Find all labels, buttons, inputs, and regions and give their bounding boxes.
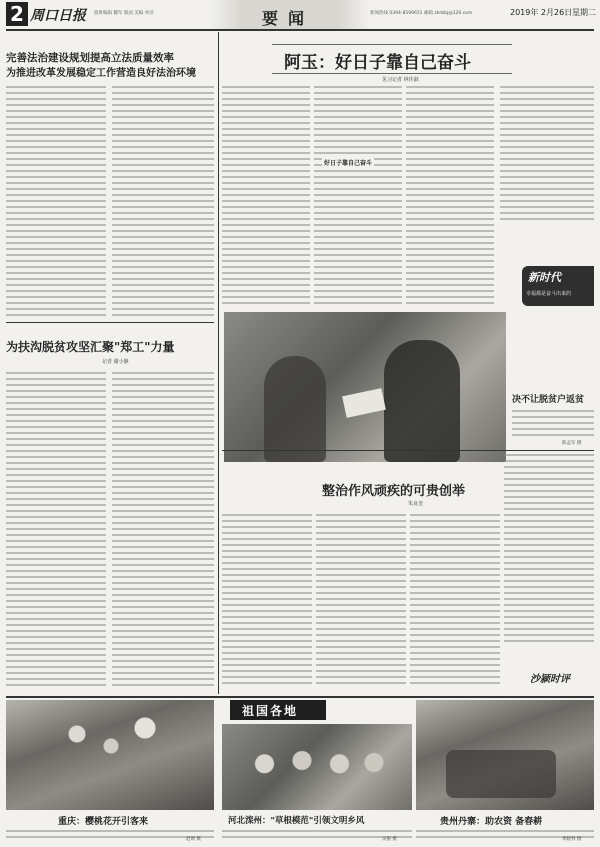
left-mid-body-col2	[112, 370, 214, 692]
bottom-mid-photo	[222, 724, 412, 810]
column-logo: 沙颍时评	[530, 674, 570, 685]
bottom-mid-story	[222, 700, 412, 847]
caption-left-body	[6, 828, 214, 840]
commentary-body-col2	[316, 512, 406, 690]
caption-left: 重庆：樱桃花开引客来	[58, 817, 149, 827]
commentary-body-col4	[504, 452, 594, 648]
feature-photo	[224, 312, 506, 462]
left-top-title-line2: 为推进改革发展稳定工作营造良好法治环境	[6, 68, 196, 79]
editor-info: 值班编辑 魏军 版面 美编 单泽	[94, 11, 154, 16]
caption-mid: 河北滦州："草根模范"引领文明乡风	[228, 816, 365, 826]
left-mid-title: 为扶沟脱贫攻坚汇聚"郑工"力量	[6, 340, 175, 354]
banner-heading: 新时代	[528, 271, 561, 284]
contact-info: 新闻热线 0394-8599651 邮箱 zkrbbj@126.com	[370, 11, 473, 16]
left-top-body-col2	[112, 84, 214, 318]
left-top-body-col1	[6, 84, 106, 318]
caption-right: 贵州丹寨：助农资 备春耕	[440, 817, 543, 827]
credit-mid: 吴振 摄	[382, 837, 397, 842]
bottom-section-title: 祖国各地	[242, 704, 299, 718]
left-mid-article	[6, 326, 214, 696]
photo-notebook	[342, 388, 386, 418]
left-mid-body-col1	[6, 370, 106, 692]
section-title: 要闻	[262, 9, 315, 28]
newspaper-logo: 周口日报	[30, 8, 86, 24]
commentary-title: 整治作风顽疾的可贵创举	[322, 484, 466, 499]
photo-group-people	[242, 744, 392, 810]
issue-weekday: 星期二	[572, 8, 596, 17]
bottom-rule	[6, 696, 594, 698]
photo-person-right	[384, 340, 460, 462]
commentary-article	[222, 452, 594, 694]
photo-machinery	[446, 750, 556, 798]
feature-subtitle: 好日子靠自己奋斗	[324, 160, 373, 167]
left-top-article	[6, 32, 214, 322]
commentary-body-col1	[222, 512, 312, 690]
feature-body-col3	[406, 84, 494, 306]
page-number: 2	[6, 2, 28, 26]
bottom-right-photo	[416, 700, 594, 810]
bottom-left-story	[6, 700, 214, 847]
feature-article	[222, 32, 594, 446]
left-top-title-line1: 完善法治建设规划提高立法质量效率	[6, 52, 174, 64]
left-mid-byline: 记者 谢小静	[102, 359, 129, 365]
credit-right: 黄晓春 摄	[562, 837, 582, 842]
photo-caption-body	[512, 408, 594, 444]
new-era-banner	[522, 266, 594, 306]
photo-tree-branches	[26, 710, 196, 770]
commentary-body-col3	[410, 512, 500, 690]
issue-date: 2019年 2月26日	[510, 8, 573, 17]
bottom-right-story	[416, 700, 594, 847]
feature-body-col1	[222, 84, 310, 306]
commentary-rule	[222, 450, 594, 451]
photo-person-left	[264, 356, 326, 462]
photo-caption-title: 决不让脱贫户返贫	[512, 395, 585, 405]
feature-body-col4	[500, 84, 594, 224]
banner-subheading: 幸福都是奋斗出来的	[526, 291, 572, 297]
credit-left: 赵颂 摄	[186, 837, 201, 842]
commentary-byline: 朱良奎	[408, 501, 424, 507]
left-divider-1	[6, 322, 214, 323]
page-header	[0, 0, 600, 34]
feature-title: 阿玉：好日子靠自己奋斗	[284, 53, 471, 73]
header-rule	[6, 29, 594, 31]
bottom-left-photo	[6, 700, 214, 810]
column-divider	[218, 32, 219, 694]
feature-byline: 见习记者 林佳淑	[382, 77, 419, 83]
feature-body-col2	[314, 84, 402, 306]
photo-credit: 陈孟军 摄	[562, 441, 582, 446]
